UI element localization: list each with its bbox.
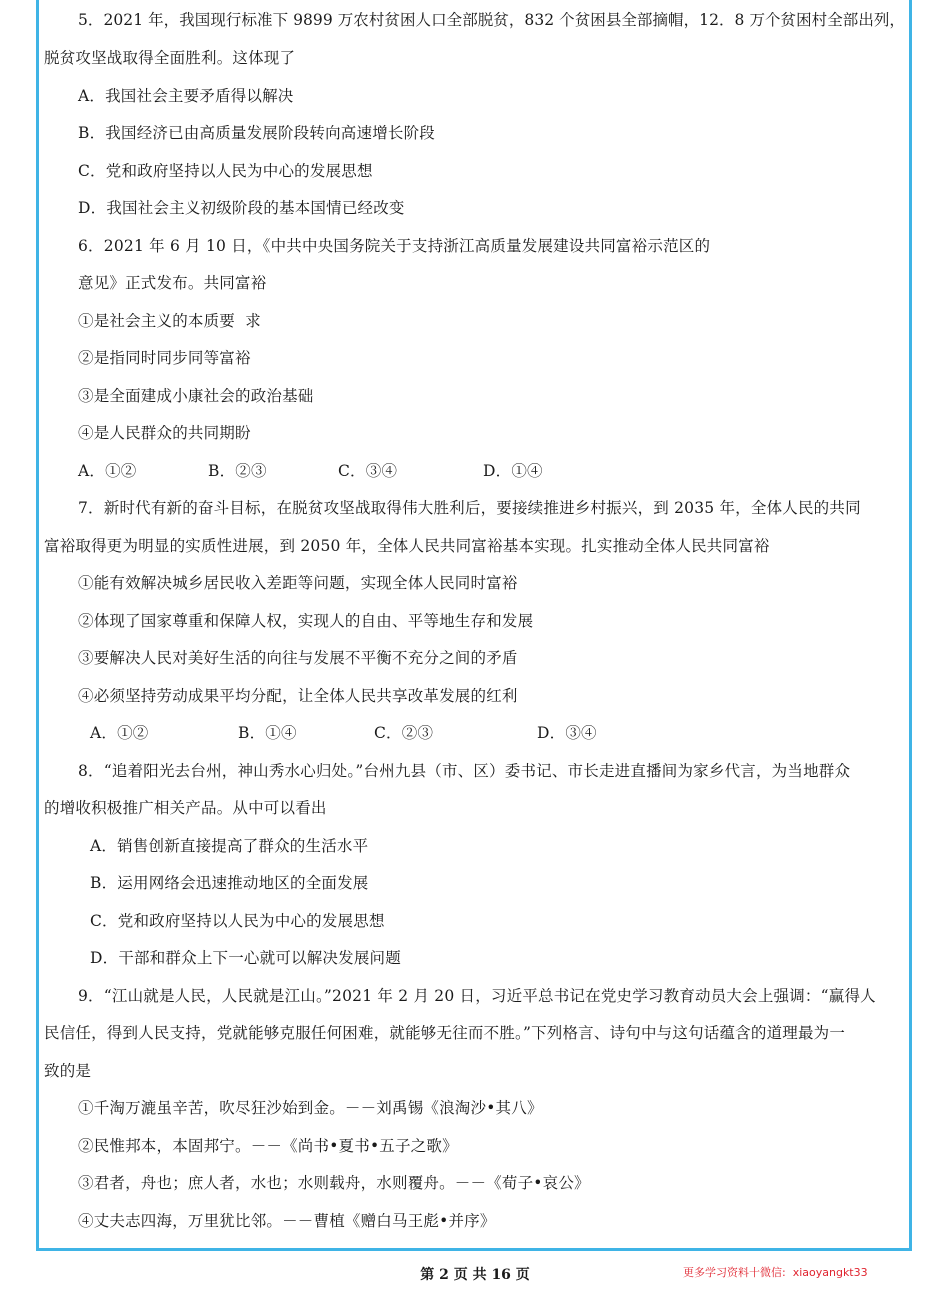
q9-item-4: ④丈夫志四海，万里犹比邻。－－曹植《赠白马王彪•并序》 (78, 1212, 496, 1230)
q9-stem-line3: 致的是 (44, 1062, 92, 1080)
q5-option-a: A．我国社会主要矛盾得以解决 (78, 87, 294, 105)
promo-text: 更多学习资料十微信: xiaoyangkt33 (683, 1266, 868, 1279)
q8-option-c: C．党和政府坚持以人民为中心的发展思想 (90, 912, 385, 930)
q7-option-b: B．①④ (238, 724, 297, 742)
q6-option-c: C．③④ (338, 462, 398, 480)
q7-stem-line1: 7．新时代有新的奋斗目标，在脱贫攻坚战取得伟大胜利后，要接续推进乡村振兴，到 2035 年，全体人民的共同 (78, 499, 861, 517)
q6-item-3: ③是全面建成小康社会的政治基础 (78, 387, 314, 405)
q9-item-2: ②民惟邦本，本固邦宁。－－《尚书•夏书•五子之歌》 (78, 1137, 458, 1155)
q7-stem-line2: 富裕取得更为明显的实质性进展，到 2050 年，全体人民共同富裕基本实现。扎实推动全体人民共同富裕 (44, 537, 770, 555)
q8-option-a: A．销售创新直接提高了群众的生活水平 (90, 837, 369, 855)
q7-item-3: ③要解决人民对美好生活的向往与发展不平衡不充分之间的矛盾 (78, 649, 518, 667)
q6-item-1: ①是社会主义的本质要 求 (78, 312, 261, 330)
q5-option-d: D．我国社会主义初级阶段的基本国情已经改变 (78, 199, 405, 217)
q8-option-b: B．运用网络会迅速推动地区的全面发展 (90, 874, 369, 892)
q8-stem-line2: 的增收积极推广相关产品。从中可以看出 (44, 799, 327, 817)
q5-option-c: C．党和政府坚持以人民为中心的发展思想 (78, 162, 373, 180)
q9-item-3: ③君者，舟也；庶人者，水也；水则载舟，水则覆舟。－－《荀子•哀公》 (78, 1174, 590, 1192)
q8-stem-line1: 8．“追着阳光去台州，神山秀水心归处。”台州九县（市、区）委书记、市长走进直播间为家乡代言，为当地群众 (78, 762, 851, 780)
q9-item-1: ①千淘万漉虽辛苦，吹尽狂沙始到金。－－刘禹锡《浪淘沙•其八》 (78, 1099, 543, 1117)
q7-item-1: ①能有效解决城乡居民收入差距等问题，实现全体人民同时富裕 (78, 574, 518, 592)
q6-item-4: ④是人民群众的共同期盼 (78, 424, 251, 442)
q8-option-d: D．干部和群众上下一心就可以解决发展问题 (90, 949, 401, 967)
q7-option-c: C．②③ (374, 724, 434, 742)
page-number: 第 2 页 共 16 页 (420, 1267, 530, 1283)
q7-option-d: D．③④ (537, 724, 597, 742)
q7-item-2: ②体现了国家尊重和保障人权，实现人的自由、平等地生存和发展 (78, 612, 534, 630)
q6-option-a: A．①② (78, 462, 137, 480)
q6-stem-line2: 意见》正式发布。共同富裕 (78, 274, 267, 292)
q5-option-b: B．我国经济已由高质量发展阶段转向高速增长阶段 (78, 124, 435, 142)
q9-stem-line2: 民信任，得到人民支持，党就能够克服任何困难，就能够无往而不胜。”下列格言、诗句中与这句话蕴含的道理最为一 (44, 1024, 846, 1042)
q5-stem-line2: 脱贫攻坚战取得全面胜利。这体现了 (44, 49, 296, 67)
q5-stem-line1: 5．2021 年，我国现行标准下 9899 万农村贫困人口全部脱贫，832 个贫困县全部摘帽，12．8 万个贫困村全部出列， (78, 11, 905, 29)
q6-option-b: B．②③ (208, 462, 267, 480)
q6-stem-line1: 6．2021 年 6 月 10 日，《中共中央国务院关于支持浙江高质量发展建设共同富裕示范区的 (78, 237, 711, 255)
q7-item-4: ④必须坚持劳动成果平均分配，让全体人民共享改革发展的红利 (78, 687, 518, 705)
q6-option-d: D．①④ (483, 462, 543, 480)
q6-item-2: ②是指同时同步同等富裕 (78, 349, 251, 367)
q7-option-a: A．①② (90, 724, 149, 742)
q9-stem-line1: 9．“江山就是人民，人民就是江山。”2021 年 2 月 20 日，习近平总书记在党史学习教育动员大会上强调：“赢得人 (78, 987, 876, 1005)
